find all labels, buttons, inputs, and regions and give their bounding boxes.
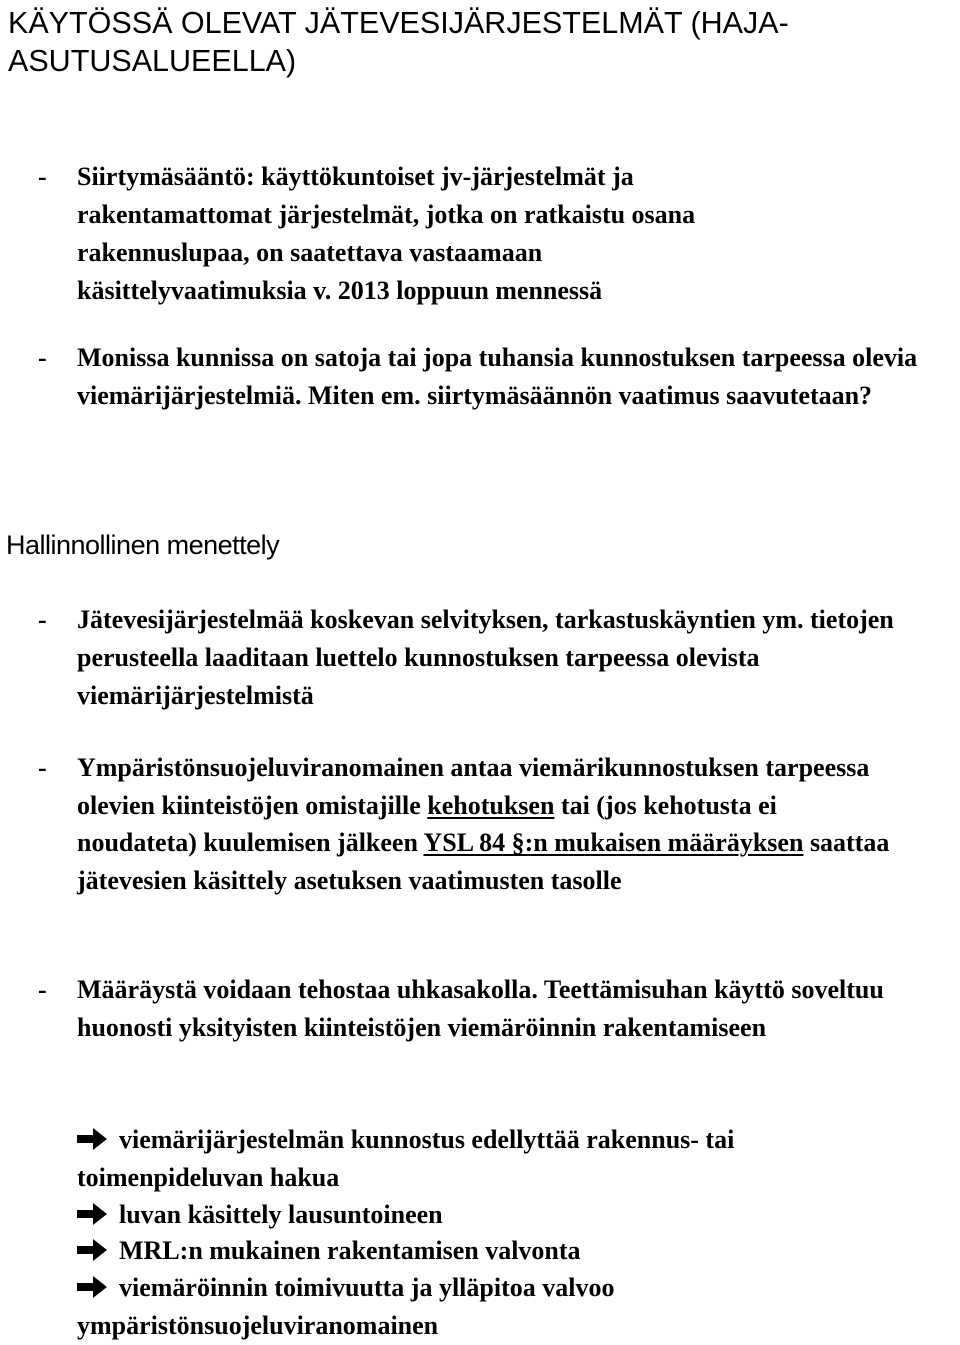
arrow-item-text: viemärijärjestelmän kunnostus edellyttää rakennus- tai toimenpideluvan hakua: [77, 1125, 735, 1192]
intro-item-text: Siirtymäsääntö: käyttökuntoiset jv-järjestelmät ja rakentamattomat järjestelmät, jotka on ratkaistu osana rakennuslupaa, on saatettava vastaamaan käsittelyvaatimuksia v. 2013 loppuun mennessä: [77, 162, 696, 305]
right-arrow-icon: [77, 1276, 107, 1298]
bullet-dash: -: [38, 975, 47, 1004]
right-arrow-icon: [77, 1203, 107, 1225]
procedure-item-text: Määräystä voidaan tehostaa uhkasakolla. Teettämisuhan käyttö soveltuu huonosti yksityisten kiinteistöjen viemäröinnin rakentamiseen: [77, 975, 884, 1042]
section-heading: Hallinnollinen menettely: [6, 530, 280, 560]
procedure-item-text: Jätevesijärjestelmää koskevan selvityksen, tarkastuskäyntien ym. tietojen perusteella laaditaan luettelo kunnostuksen tarpeessa olevista viemärijärjestelmistä: [77, 605, 894, 710]
kehotus-reference: kehotuksen: [427, 790, 555, 820]
arrow-item-text: MRL:n mukainen rakentamisen valvonta: [119, 1236, 581, 1265]
bullet-dash: -: [38, 162, 47, 191]
bullet-dash: -: [38, 605, 47, 634]
arrow-list-item-3: [77, 1232, 955, 1270]
page-title: KÄYTÖSSÄ OLEVAT JÄTEVESIJÄRJESTELMÄT (HAJA-ASUTUSALUEELLA): [8, 6, 789, 78]
arrow-item-text: viemäröinnin toimivuutta ja ylläpitoa valvoo ympäristönsuojeluviranomainen: [77, 1273, 615, 1340]
text-segment: tai (jos kehotusta ei noudateta) kuulemisen jälkeen: [77, 790, 777, 857]
text-segment: Ympäristönsuojeluviranomainen antaa viemärikunnostuksen tarpeessa olevien kiinteistöjen omistajille: [77, 753, 870, 820]
bullet-dash: -: [38, 343, 47, 372]
procedure-item-text: [77, 749, 902, 899]
right-arrow-icon: [77, 1128, 107, 1150]
text-segment: saattaa jätevesien käsittely asetuksen vaatimusten tasolle: [77, 828, 890, 895]
arrow-item-text: luvan käsittely lausuntoineen: [119, 1200, 443, 1229]
right-arrow-icon: [77, 1239, 107, 1261]
bullet-dash: -: [38, 753, 47, 782]
arrow-list-item-2: [77, 1196, 955, 1234]
ysl-84-reference: YSL 84 §:n mukaisen määräyksen: [423, 828, 804, 857]
intro-item-text: Monissa kunnissa on satoja tai jopa tuhansia kunnostuksen tarpeessa olevia viemärijärjestelmiä. Miten em. siirtymäsäännön vaatimus saavutetaan?: [77, 343, 918, 410]
arrow-list-item-4: [77, 1269, 907, 1345]
arrow-list-item-1: [77, 1121, 877, 1197]
